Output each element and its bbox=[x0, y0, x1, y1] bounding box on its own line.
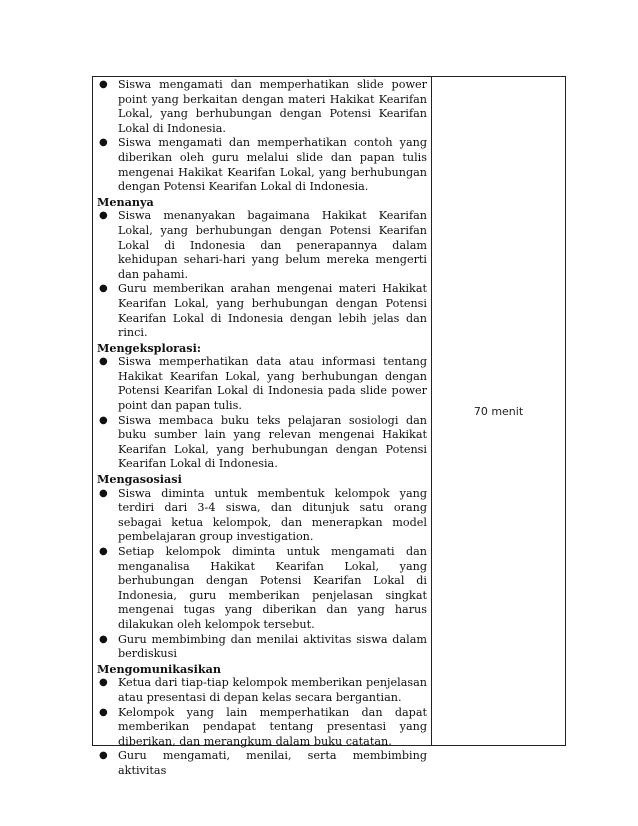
questioning-list bbox=[97, 209, 427, 340]
list-item: ● Siswa mengamati dan memperhatikan slide power point yang berkaitan dengan materi Hakikat Kearifan Lokal, yang berhubungan dengan Potensi Kearifan Lokal di Indonesia. bbox=[99, 78, 427, 135]
list-item: ● Siswa memperhatikan data atau informasi tentang Hakikat Kearifan Lokal, yang berhubungan dengan Potensi Kearifan Lokal di Indonesia pada slide power point dan papan tulis. bbox=[99, 355, 427, 413]
section-heading-menanya: Menanya bbox=[97, 194, 154, 209]
time-cell bbox=[432, 77, 565, 745]
lesson-activity-table bbox=[92, 76, 566, 777]
list-item: ● Siswa mengamati dan memperhatikan contoh yang diberikan oleh guru melalui slide dan papan tulis mengenai Hakikat Kearifan Lokal, yang berhubungan dengan Potensi Kearifan Lokal di Indonesia. bbox=[99, 136, 427, 194]
list-item: ● Setiap kelompok diminta untuk mengamati dan menganalisa Hakikat Kearifan Lokal, yang berhubungan dengan Potensi Kearifan Lokal di Indonesia, guru memberikan penjelasan singkat mengenai tugas yang diberikan dan yang harus dilakukan oleh kelompok tersebut. bbox=[99, 545, 427, 631]
bullet-icon: ● bbox=[99, 706, 108, 718]
bullet-icon: ● bbox=[99, 283, 108, 295]
list-item: ● Siswa diminta untuk membentuk kelompok yang terdiri dari 3-4 siswa, dan ditunjuk satu orang sebagai ketua kelompok, dan menerapkan model pembelajaran group investigation. bbox=[99, 486, 427, 544]
list-item: ● Guru memberikan arahan mengenai materi Hakikat Kearifan Lokal, yang berhubungan dengan Potensi Kearifan Lokal di Indonesia dengan lebih jelas dan rinci. bbox=[99, 282, 427, 340]
bullet-icon: ● bbox=[99, 356, 108, 368]
bullet-icon: ● bbox=[99, 487, 108, 499]
list-item: ● Guru mengamati, menilai, serta membimbing aktivitas bbox=[99, 749, 427, 777]
list-item: ● Ketua dari tiap-tiap kelompok memberikan penjelasan atau presentasi di depan kelas secara bergantian. bbox=[99, 676, 427, 704]
bullet-icon: ● bbox=[99, 79, 108, 90]
section-heading-mengeksplorasi: Mengeksplorasi: bbox=[97, 340, 201, 355]
bullet-icon: ● bbox=[99, 210, 108, 222]
bullet-icon: ● bbox=[99, 633, 108, 645]
activity-cell bbox=[93, 77, 432, 777]
associating-list bbox=[97, 487, 427, 662]
communicating-list bbox=[97, 676, 427, 778]
list-item: ● Kelompok yang lain memperhatikan dan dapat memberikan pendapat tentang presentasi yang diberikan, dan merangkum dalam buku catatan. bbox=[99, 705, 427, 748]
bullet-icon: ● bbox=[99, 546, 108, 557]
section-heading-mengomunikasikan: Mengomunikasikan bbox=[97, 661, 221, 676]
observing-list bbox=[97, 78, 427, 195]
bullet-icon: ● bbox=[99, 414, 108, 426]
list-item: ● Siswa menanyakan bagaimana Hakikat Kearifan Lokal, yang berhubungan dengan Potensi Kearifan Lokal di Indonesia dan penerapannya dalam kehidupan sehari-hari yang belum mereka mengerti dan pahami. bbox=[99, 209, 427, 281]
list-item: ● Siswa membaca buku teks pelajaran sosiologi dan buku sumber lain yang relevan mengenai Hakikat Kearifan Lokal, yang berhubungan dengan Potensi Kearifan Lokal di Indonesia. bbox=[99, 413, 427, 471]
list-item: ● Guru membimbing dan menilai aktivitas siswa dalam berdiskusi bbox=[99, 632, 427, 661]
bullet-icon: ● bbox=[99, 677, 108, 689]
bullet-icon: ● bbox=[99, 750, 108, 762]
exploring-list bbox=[97, 355, 427, 472]
section-heading-mengasosiasi: Mengasosiasi bbox=[97, 472, 182, 487]
bullet-icon: ● bbox=[99, 137, 108, 149]
time-allocation: 70 menit bbox=[473, 404, 524, 418]
